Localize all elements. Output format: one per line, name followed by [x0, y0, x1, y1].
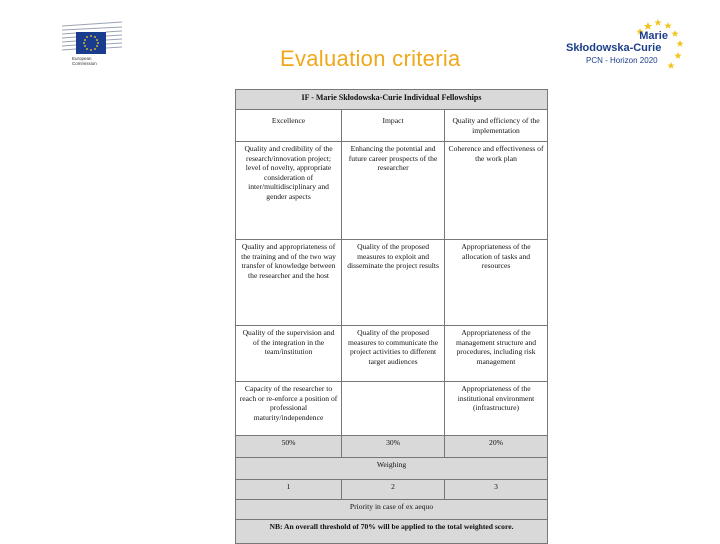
table-row	[236, 326, 548, 382]
table-cell	[342, 382, 445, 436]
table-cell: Capacity of the researcher to reach or re-enforce a position of professional maturity/independence	[236, 382, 342, 436]
weight-implementation: 20%	[445, 436, 548, 458]
priority-excellence: 1	[236, 480, 342, 500]
weights-row	[236, 436, 548, 458]
criteria-table	[235, 89, 548, 544]
table-row	[236, 382, 548, 436]
table-cell: Appropriateness of the institutional environment (infrastructure)	[445, 382, 548, 436]
weight-impact: 30%	[342, 436, 445, 458]
table-cell: Appropriateness of the management structure and procedures, including risk management	[445, 326, 548, 382]
table-row	[236, 240, 548, 326]
column-header-implementation: Quality and efficiency of the implementation	[445, 110, 548, 142]
table-cell: Enhancing the potential and future career prospects of the researcher	[342, 142, 445, 240]
european-commission-logo	[58, 20, 136, 72]
eu-flag-icon	[76, 32, 106, 54]
column-header-excellence: Excellence	[236, 110, 342, 142]
msca-logo-line1: Marie	[639, 30, 668, 42]
msca-logo-line3: PCN - Horizon 2020	[586, 56, 658, 65]
msca-logo	[564, 18, 690, 74]
threshold-note: NB: An overall threshold of 70% will be applied to the total weighted score.	[236, 520, 548, 544]
column-header-row	[236, 110, 548, 142]
table-cell: Appropriateness of the allocation of tasks and resources	[445, 240, 548, 326]
table-cell: Quality of the proposed measures to exploit and disseminate the project results	[342, 240, 445, 326]
weighting-label-row	[236, 458, 548, 480]
table-title: IF - Marie Skłodowska-Curie Individual Fellowships	[236, 90, 548, 110]
ec-logo-text: European Commission	[72, 56, 97, 66]
weighting-label: Weighing	[236, 458, 548, 480]
table-cell: Quality of the proposed measures to communicate the project activities to different target audiences	[342, 326, 445, 382]
priority-label: Priority in case of ex aequo	[236, 500, 548, 520]
table-row	[236, 142, 548, 240]
column-header-impact: Impact	[342, 110, 445, 142]
msca-logo-line2: Skłodowska-Curie	[566, 42, 662, 54]
page-title: Evaluation criteria	[280, 46, 461, 71]
priority-row	[236, 480, 548, 500]
priority-label-row	[236, 500, 548, 520]
table-cell: Coherence and effectiveness of the work plan	[445, 142, 548, 240]
table-cell: Quality and appropriateness of the training and of the two way transfer of knowledge between the researcher and the host	[236, 240, 342, 326]
table-cell: Quality of the supervision and of the integration in the team/institution	[236, 326, 342, 382]
weight-excellence: 50%	[236, 436, 342, 458]
priority-impact: 2	[342, 480, 445, 500]
table-cell: Quality and credibility of the research/innovation project; level of novelty, appropriate consideration of inter/multidisciplinary and gender aspects	[236, 142, 342, 240]
table-title-row	[236, 90, 548, 110]
priority-implementation: 3	[445, 480, 548, 500]
